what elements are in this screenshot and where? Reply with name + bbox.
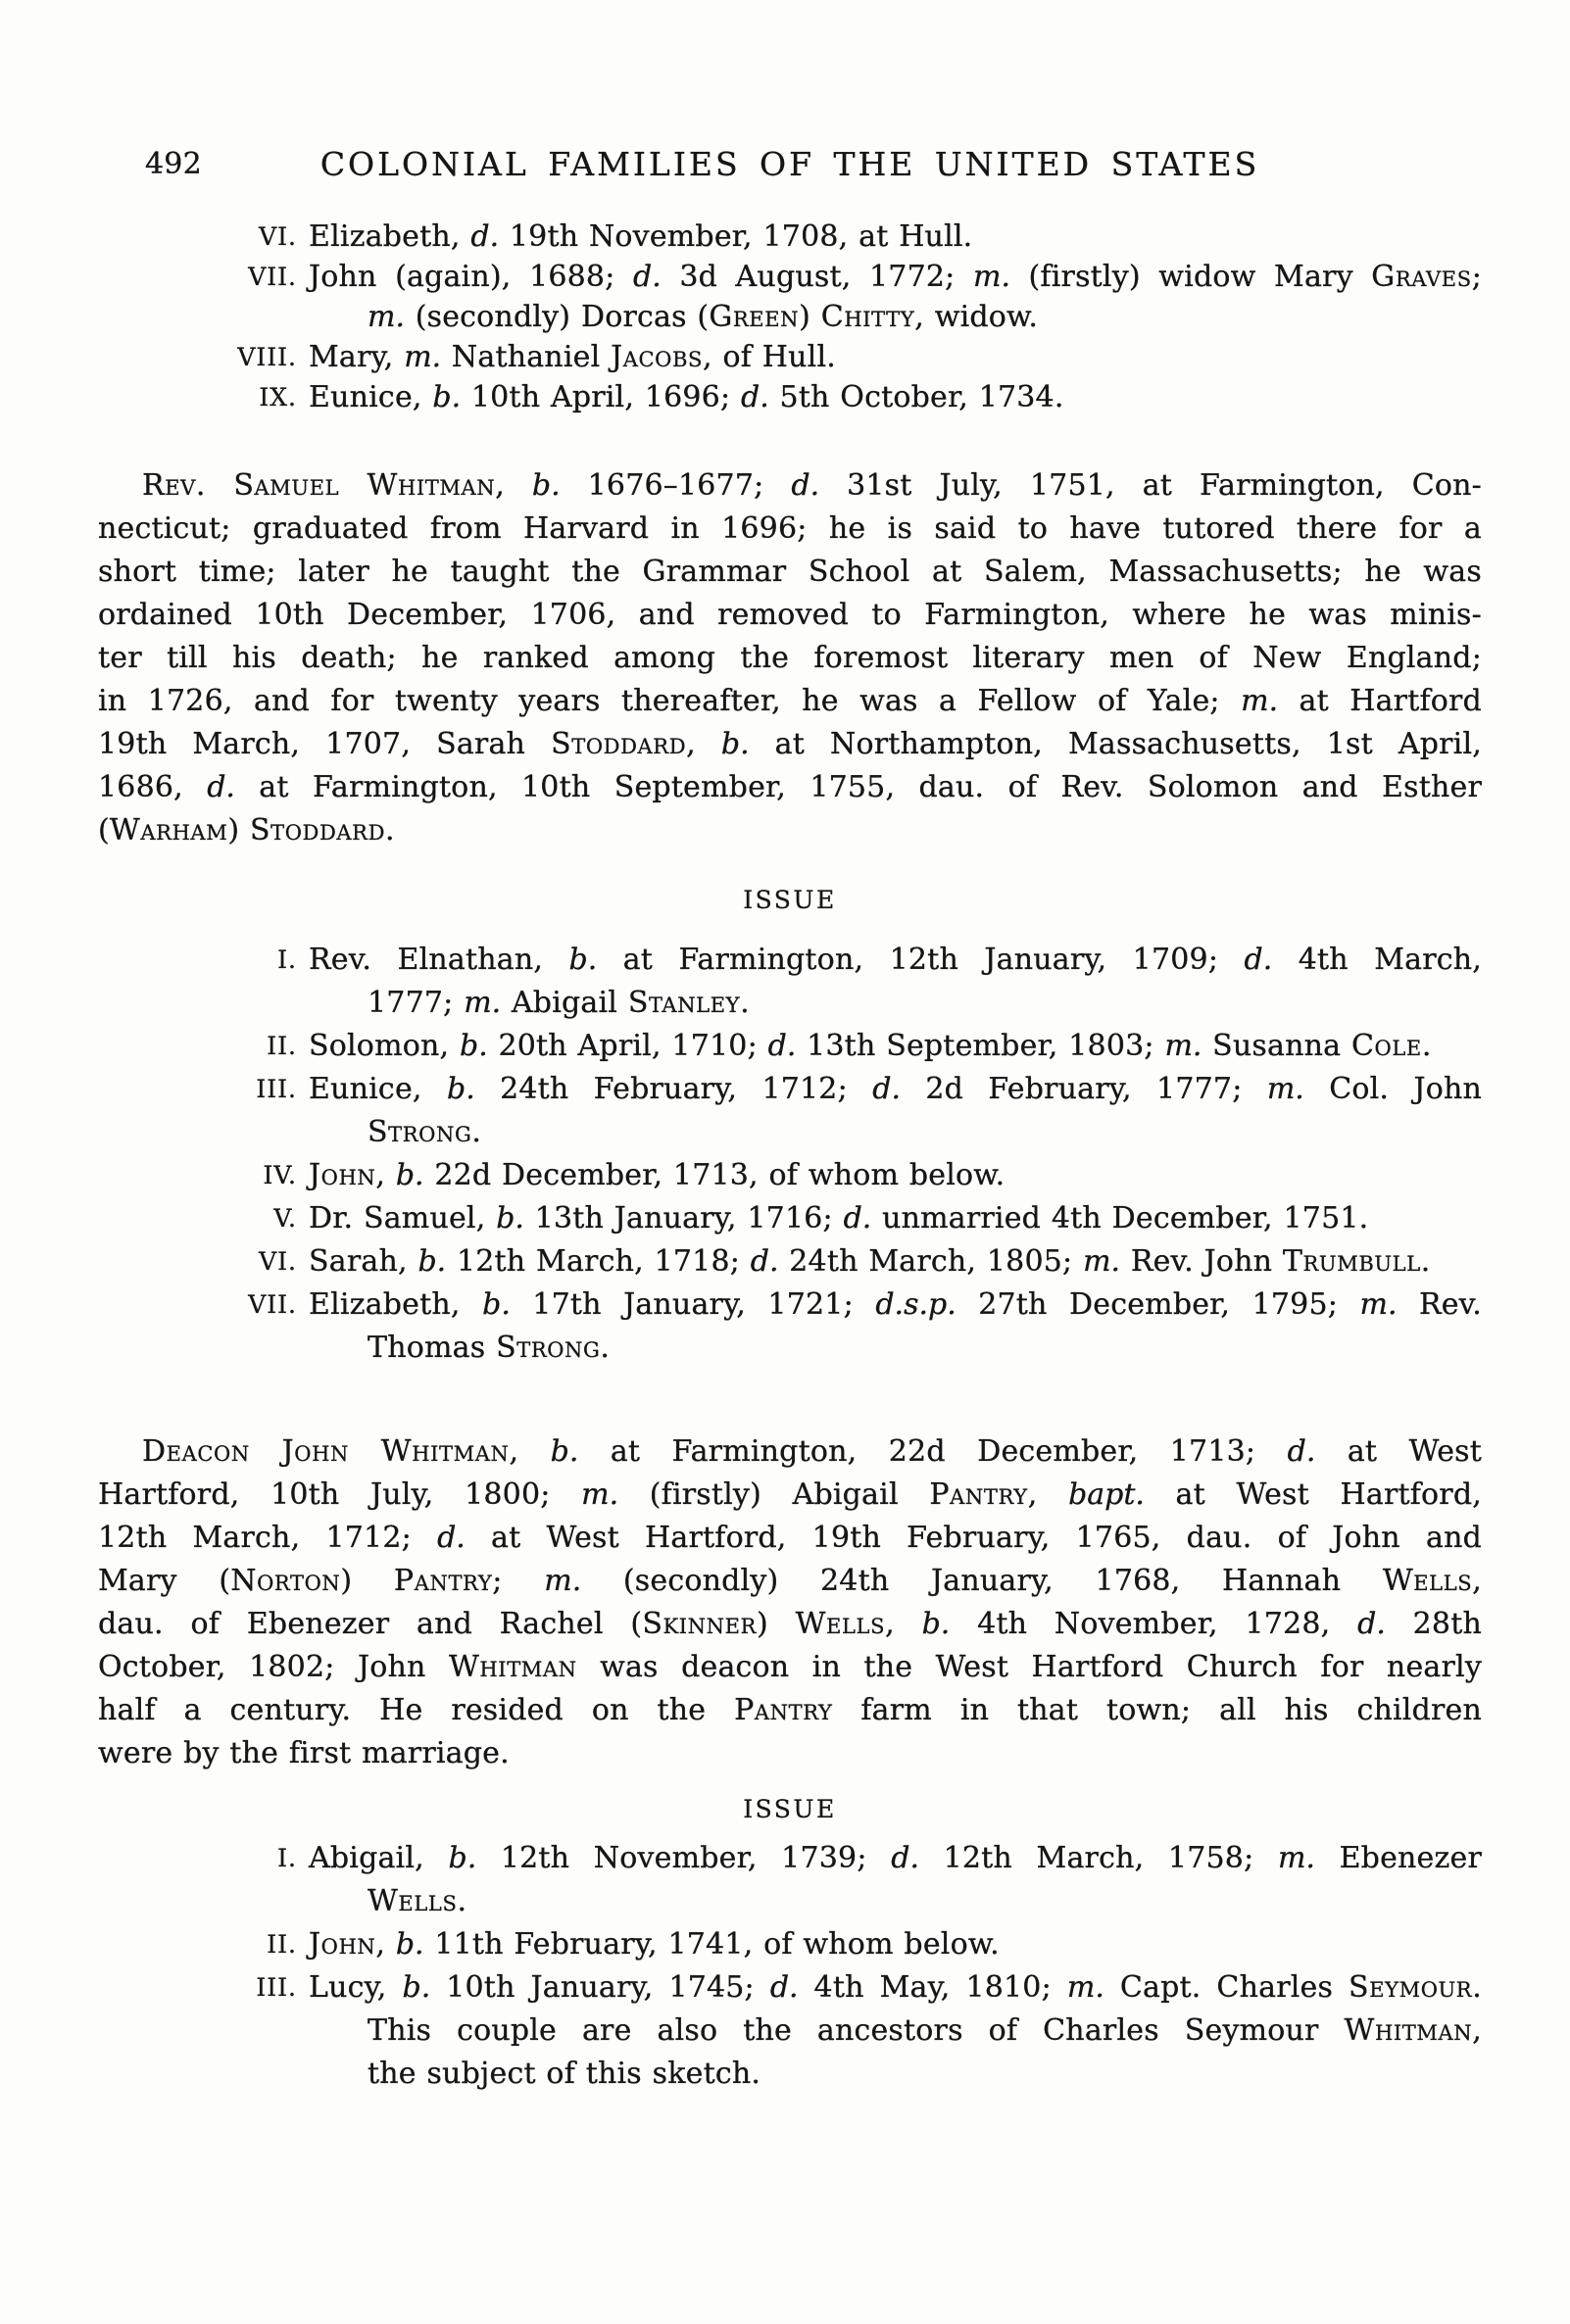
text-run: 4th November, 1728, <box>950 1607 1358 1641</box>
italic-abbreviation: b. <box>395 1927 424 1961</box>
item-runover <box>368 297 1482 337</box>
item-numeral: V. <box>273 1204 297 1233</box>
item-numeral: I. <box>277 945 297 974</box>
item-numeral: IV. <box>263 1161 297 1189</box>
text-run: , <box>1472 1564 1483 1598</box>
italic-abbreviation: b. <box>568 943 598 977</box>
item-runover <box>368 982 1482 1025</box>
italic-abbreviation: d. <box>633 260 662 294</box>
italic-abbreviation: b. <box>550 1434 579 1469</box>
text-run: 24th March, 1805; <box>778 1244 1084 1279</box>
list-item <box>98 1283 1482 1370</box>
text-run: Sarah, <box>309 1244 418 1279</box>
text-run: . <box>385 813 395 847</box>
smallcaps-name: Wells <box>368 1884 458 1918</box>
smallcaps-name: Whitman <box>448 1650 577 1684</box>
italic-abbreviation: d.s.p. <box>875 1287 957 1322</box>
italic-abbreviation: b. <box>402 1970 431 2005</box>
text-run: , <box>509 1434 551 1469</box>
text-run: 12th March, 1758; <box>918 1841 1278 1875</box>
smallcaps-name: Seymour <box>1349 1970 1473 2005</box>
item-numeral: VII. <box>248 263 297 291</box>
list-item <box>98 1068 1482 1154</box>
italic-abbreviation: d. <box>767 1029 797 1063</box>
smallcaps-name: Jacobs <box>611 340 704 374</box>
paragraph-line <box>98 1732 1482 1775</box>
page-number: 492 <box>145 147 202 181</box>
italic-abbreviation: m. <box>973 260 1010 294</box>
text-run: (secondly) Dorcas ( <box>404 300 710 334</box>
smallcaps-name: Pantry <box>734 1693 833 1727</box>
text-run: , <box>375 1927 396 1961</box>
italic-abbreviation: d. <box>1357 1607 1386 1641</box>
text-run: Rev. <box>1397 1287 1483 1322</box>
smallcaps-name: Stoddard <box>249 813 386 847</box>
text-run: . <box>1420 1244 1431 1279</box>
italic-abbreviation: m. <box>1359 1287 1398 1322</box>
item-text <box>309 1197 1482 1240</box>
smallcaps-name: Norton <box>230 1564 341 1598</box>
text-run: , <box>885 1607 922 1641</box>
italic-abbreviation: m. <box>1277 1841 1315 1875</box>
item-numeral: VI. <box>259 1247 297 1276</box>
list-item <box>98 1923 1482 1966</box>
text-run: (firstly) widow Mary <box>1009 260 1372 294</box>
paragraph-line <box>98 637 1482 680</box>
item-text <box>309 1025 1482 1068</box>
smallcaps-name: Green <box>709 300 800 334</box>
item-text <box>309 939 1482 982</box>
text-run: , <box>1027 1477 1069 1512</box>
page-header <box>98 143 1482 186</box>
smallcaps-name: Pantry <box>393 1564 493 1598</box>
text-run: Ebenezer <box>1314 1841 1482 1875</box>
text-run: 19th November, 1708, at Hull. <box>499 219 973 254</box>
paragraph-line <box>98 551 1482 594</box>
list-item <box>98 1197 1482 1240</box>
italic-abbreviation: d. <box>750 1244 779 1279</box>
text-run: 2d February, 1777; <box>901 1072 1267 1106</box>
smallcaps-name: Rev. Samuel Whitman <box>142 468 496 503</box>
item-text <box>309 1154 1482 1197</box>
paragraph-line <box>98 464 1482 508</box>
text-run: , <box>686 727 721 761</box>
item-runover <box>368 2009 1482 2096</box>
text-run: 12th March, 1718; <box>446 1244 751 1279</box>
smallcaps-name: Warham <box>109 813 228 847</box>
text-run: 28th <box>1385 1607 1482 1641</box>
item-numeral: VIII. <box>237 343 297 371</box>
paragraph-line <box>98 1646 1482 1689</box>
smallcaps-name: Chitty <box>820 300 915 334</box>
text-run: at Hartford <box>1278 684 1482 718</box>
text-run: 4th May, 1810; <box>798 1970 1067 2005</box>
italic-abbreviation: m. <box>368 300 405 334</box>
list-item <box>98 1025 1482 1068</box>
text-run: This couple are also the ancestors of Charles Seymour <box>368 2013 1345 2048</box>
text-run: Mary ( <box>98 1564 231 1598</box>
issue-heading-samuel: ISSUE <box>743 886 837 914</box>
text-run: 5th October, 1734. <box>768 380 1064 414</box>
text-run: . <box>1421 1029 1432 1063</box>
item-text <box>309 1966 1482 2009</box>
text-run: Dr. Samuel, <box>309 1201 497 1235</box>
text-run: , the subject of this sketch. <box>368 2013 1482 2091</box>
paragraph-line <box>98 1517 1482 1560</box>
text-run: Abigail <box>501 986 628 1020</box>
text-run: Eunice, <box>309 1072 447 1106</box>
smallcaps-name: Stanley <box>627 986 741 1020</box>
text-run: Col. John <box>1303 1072 1483 1106</box>
paragraph-line <box>98 809 1482 852</box>
italic-abbreviation: m. <box>581 1477 619 1512</box>
item-text <box>309 1068 1483 1111</box>
text-run: . <box>457 1884 467 1918</box>
text-run: Solomon, <box>309 1029 460 1063</box>
text-run: were by the first marriage. <box>98 1736 510 1770</box>
italic-abbreviation: d. <box>791 468 820 503</box>
text-run: 3d August, 1772; <box>661 260 973 294</box>
italic-abbreviation: b. <box>459 1029 488 1063</box>
john-whitman-paragraph <box>98 1430 1482 1775</box>
text-run: unmarried 4th December, 1751. <box>871 1201 1369 1235</box>
text-run: 13th September, 1803; <box>796 1029 1165 1063</box>
smallcaps-name: Strong <box>496 1331 601 1365</box>
list-item <box>98 257 1482 337</box>
paragraph-line <box>98 1603 1482 1646</box>
italic-abbreviation: b. <box>531 468 561 503</box>
text-run: , <box>375 1158 396 1192</box>
text-run: ; <box>1471 260 1482 294</box>
list-item <box>98 337 1482 377</box>
text-run: at Northampton, Massachusetts, 1st April, <box>749 727 1482 761</box>
list-item <box>98 377 1482 417</box>
italic-abbreviation: d. <box>470 219 500 254</box>
item-numeral: III. <box>256 1973 297 2002</box>
paragraph-line <box>98 1474 1482 1517</box>
samuel-whitman-paragraph <box>98 464 1482 852</box>
text-run: October, 1802; John <box>98 1650 449 1684</box>
smallcaps-name: Whitman <box>1344 2013 1473 2048</box>
text-run: 10th January, 1745; <box>430 1970 770 2005</box>
italic-abbreviation: b. <box>446 1072 475 1106</box>
italic-abbreviation: d. <box>207 770 235 804</box>
text-run: . <box>1472 1970 1482 2005</box>
italic-abbreviation: d. <box>437 1521 466 1555</box>
text-run: 1777; <box>368 986 465 1020</box>
text-run: Susanna <box>1202 1029 1351 1063</box>
italic-abbreviation: d. <box>1287 1434 1316 1469</box>
italic-abbreviation: m. <box>1266 1072 1304 1106</box>
item-text <box>309 377 1482 417</box>
text-run: at Farmington, 10th September, 1755, dau. of Rev. Solomon and Esther <box>234 770 1482 804</box>
item-numeral: VII. <box>248 1290 297 1319</box>
list-item <box>98 1240 1482 1283</box>
italic-abbreviation: m. <box>1241 684 1279 718</box>
item-numeral: III. <box>256 1075 297 1103</box>
text-run: (firstly) Abigail <box>618 1477 930 1512</box>
italic-abbreviation: b. <box>720 727 750 761</box>
text-run: . <box>600 1331 611 1365</box>
text-run: Lucy, <box>309 1970 403 2005</box>
text-run: Thomas <box>368 1331 497 1365</box>
list-item <box>98 1154 1482 1197</box>
italic-abbreviation: bapt. <box>1068 1477 1145 1512</box>
smallcaps-name: Graves <box>1371 260 1472 294</box>
list-item <box>98 1966 1482 2096</box>
italic-abbreviation: d. <box>1244 943 1273 977</box>
paragraph-line <box>98 1430 1482 1474</box>
text-run: at West Hartford, 19th February, 1765, dau. of John and <box>465 1521 1482 1555</box>
text-run: Elizabeth, <box>309 1287 483 1322</box>
smallcaps-name: Skinner <box>642 1607 757 1641</box>
item-text <box>309 217 1482 257</box>
item-numeral: II. <box>267 1930 297 1959</box>
italic-abbreviation: b. <box>448 1841 477 1875</box>
italic-abbreviation: m. <box>1083 1244 1121 1279</box>
text-run: ) <box>756 1607 796 1641</box>
text-run: ordained 10th December, 1706, and removed to Farmington, where he was minis- <box>98 598 1482 632</box>
italic-abbreviation: d. <box>891 1841 919 1875</box>
text-run: 1686, <box>98 770 208 804</box>
text-run: half a century. He resided on the <box>98 1693 735 1727</box>
italic-abbreviation: d. <box>769 1970 799 2005</box>
italic-abbreviation: d. <box>741 380 769 414</box>
text-run: Nathaniel <box>441 340 612 374</box>
paragraph-line <box>98 1689 1482 1732</box>
text-run: Elizabeth, <box>309 219 471 254</box>
text-run: 4th March, <box>1272 943 1482 977</box>
smallcaps-name: Cole <box>1350 1029 1422 1063</box>
previous-issue-list <box>98 217 1482 417</box>
text-run: 24th February, 1712; <box>474 1072 873 1106</box>
text-run: 19th March, 1707, Sarah <box>98 727 552 761</box>
italic-abbreviation: d. <box>872 1072 901 1106</box>
italic-abbreviation: b. <box>496 1201 524 1235</box>
text-run: farm in that town; all his children <box>832 1693 1482 1727</box>
text-run: short time; later he taught the Grammar School at Salem, Massachusetts; he was <box>98 555 1482 589</box>
text-run: (secondly) 24th January, 1768, Hannah <box>581 1564 1383 1598</box>
text-run: Mary, <box>309 340 405 374</box>
italic-abbreviation: m. <box>544 1564 582 1598</box>
item-text <box>309 257 1482 297</box>
text-run: 12th March, 1712; <box>98 1521 438 1555</box>
text-run: 20th April, 1710; <box>487 1029 768 1063</box>
item-numeral: VI. <box>259 222 297 251</box>
smallcaps-name: Wells <box>1382 1564 1473 1598</box>
italic-abbreviation: b. <box>417 1244 447 1279</box>
text-run: , widow. <box>914 300 1039 334</box>
text-run: ) <box>340 1564 394 1598</box>
item-text <box>309 1837 1482 1880</box>
item-text <box>309 337 1482 377</box>
text-run: dau. of Ebenezer and Rachel ( <box>98 1607 643 1641</box>
text-run: was deacon in the West Hartford Church for nearly <box>576 1650 1482 1684</box>
paragraph-line <box>98 766 1482 809</box>
text-run: at West Hartford, <box>1144 1477 1482 1512</box>
text-run: 17th January, 1721; <box>510 1287 876 1322</box>
john-issue-list <box>98 1837 1482 2096</box>
item-runover <box>368 1327 1482 1370</box>
text-run: necticut; graduated from Harvard in 1696; he is said to have tutored there for a <box>98 511 1482 546</box>
text-run: 13th January, 1716; <box>523 1201 844 1235</box>
smallcaps-name: John <box>309 1158 376 1192</box>
paragraph-line <box>98 508 1482 551</box>
list-item <box>98 1837 1482 1923</box>
text-run: . <box>740 986 750 1020</box>
text-run: Rev. Elnathan, <box>309 943 569 977</box>
text-run: . <box>471 1115 482 1149</box>
italic-abbreviation: b. <box>395 1158 424 1192</box>
text-run: 11th February, 1741, of whom below. <box>423 1927 1000 1961</box>
item-text <box>309 1240 1482 1283</box>
text-run: 10th April, 1696; <box>461 380 742 414</box>
item-numeral: II. <box>267 1032 297 1060</box>
running-title: COLONIAL FAMILIES OF THE UNITED STATES <box>319 145 1260 183</box>
list-item <box>98 217 1482 257</box>
italic-abbreviation: b. <box>921 1607 951 1641</box>
text-run: at West <box>1315 1434 1482 1469</box>
page-content <box>98 0 1482 2324</box>
italic-abbreviation: m. <box>464 986 502 1020</box>
smallcaps-name: Stoddard <box>551 727 687 761</box>
italic-abbreviation: b. <box>482 1287 511 1322</box>
text-run: , <box>495 468 532 503</box>
text-run: ) <box>799 300 821 334</box>
smallcaps-name: Strong <box>368 1115 472 1149</box>
text-run: 1676–1677; <box>560 468 792 503</box>
item-numeral: I. <box>277 1844 297 1872</box>
smallcaps-name: John <box>309 1927 376 1961</box>
smallcaps-name: Trumbull <box>1282 1244 1421 1279</box>
paragraph-line <box>98 723 1482 766</box>
italic-abbreviation: d. <box>843 1201 872 1235</box>
italic-abbreviation: m. <box>1164 1029 1202 1063</box>
item-text <box>309 1923 1482 1966</box>
item-runover <box>368 1111 1482 1154</box>
text-run: Eunice, <box>309 380 433 414</box>
text-run: Hartford, 10th July, 1800; <box>98 1477 582 1512</box>
italic-abbreviation: m. <box>404 340 442 374</box>
smallcaps-name: Deacon John Whitman <box>142 1434 510 1469</box>
list-item <box>98 939 1482 1025</box>
text-run: at Farmington, 12th January, 1709; <box>597 943 1245 977</box>
text-run: Abigail, <box>309 1841 449 1875</box>
text-run: ; <box>492 1564 545 1598</box>
italic-abbreviation: b. <box>432 380 462 414</box>
text-run: Capt. Charles <box>1104 1970 1349 2005</box>
text-run: in 1726, and for twenty years thereafter, he was a Fellow of Yale; <box>98 684 1242 718</box>
text-run: 22d December, 1713, of whom below. <box>423 1158 1006 1192</box>
text-run: ) <box>227 813 250 847</box>
samuel-issue-list <box>98 939 1482 1370</box>
text-run: 27th December, 1795; <box>956 1287 1360 1322</box>
smallcaps-name: Wells <box>795 1607 886 1641</box>
paragraph-line <box>98 594 1482 637</box>
text-run: ter till his death; he ranked among the foremost literary men of New England; <box>98 641 1482 675</box>
text-run: ( <box>98 813 110 847</box>
text-run: Rev. John <box>1120 1244 1283 1279</box>
text-run: 31st July, 1751, at Farmington, Con- <box>819 468 1482 503</box>
smallcaps-name: Pantry <box>929 1477 1028 1512</box>
text-run: John (again), 1688; <box>309 260 634 294</box>
italic-abbreviation: m. <box>1066 1970 1104 2005</box>
text-run: at Farmington, 22d December, 1713; <box>578 1434 1288 1469</box>
item-runover <box>368 1880 1482 1923</box>
text-run: , of Hull. <box>703 340 836 374</box>
issue-heading-john: ISSUE <box>743 1795 837 1823</box>
paragraph-line <box>98 680 1482 723</box>
paragraph-line <box>98 1560 1482 1603</box>
item-text <box>309 1283 1483 1327</box>
item-numeral: IX. <box>259 383 297 412</box>
text-run: 12th November, 1739; <box>476 1841 892 1875</box>
